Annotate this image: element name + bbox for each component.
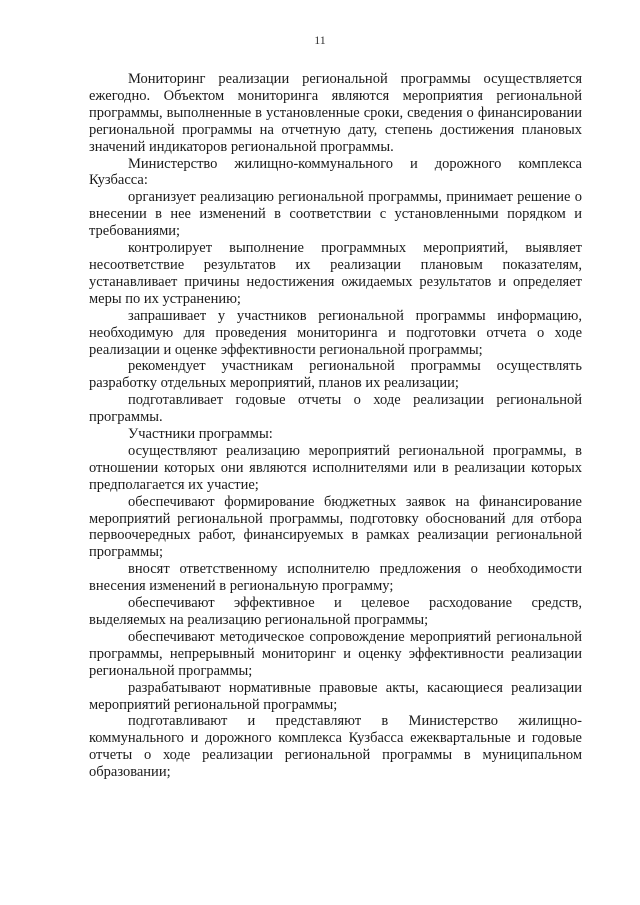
paragraph-participants-spending: обеспечивают эффективное и целевое расходование средств, выделяемых на реализацию региональной программы; (89, 595, 582, 628)
paragraph-participants-legal-acts: разрабатывают нормативные правовые акты, касающиеся реализации мероприятий региональной программы; (89, 679, 582, 713)
paragraph-ministry-requests: запрашивает у участников региональной программы информацию, необходимую для проведения мониторинга и подготовки отчета о ходе реализации и оценке эффективности региональной программы; (89, 307, 582, 358)
paragraph-ministry-organizes: организует реализацию региональной программы, принимает решение о внесении в нее изменений в соответствии с установленными порядком и требованиями; (89, 189, 582, 240)
paragraph-participants-reports: подготавливают и представляют в Министерство жилищно-коммунального и дорожного комплекса Кузбасса ежеквартальные и годовые отчеты о ходе реализации региональной программы в муниципальном образовании; (89, 713, 582, 781)
paragraph-participants-methodology: обеспечивают методическое сопровождение мероприятий региональной программы, непрерывный мониторинг и оценку эффективности реализации региональной программы; (89, 628, 582, 679)
paragraph-participants-proposals: вносят ответственному исполнителю предложения о необходимости внесения изменений в региональную программу; (89, 561, 582, 595)
paragraph-participants-budget: обеспечивают формирование бюджетных заявок на финансирование мероприятий региональной программы, подготовку обоснований для отбора первоочередных работ, финансируемых в рамках реализации региональной программы; (89, 493, 582, 561)
page-number: 11 (314, 33, 326, 47)
paragraph-ministry-recommends: рекомендует участникам региональной программы осуществлять разработку отдельных мероприятий, планов их реализации; (89, 358, 582, 392)
paragraph-ministry-reports: подготавливает годовые отчеты о ходе реализации региональной программы. (89, 392, 582, 426)
paragraph-monitoring: Мониторинг реализации региональной программы осуществляется ежегодно. Объектом мониторинга являются мероприятия региональной программы, выполненные в установленные сроки, сведения о финансировании региональной программы на отчетную дату, степень достижения плановых значений индикаторов региональной программы. (89, 71, 582, 155)
paragraph-participants-implement: осуществляют реализацию мероприятий региональной программы, в отношении которых они являются исполнителями или в реализации которых предполагается их участие; (89, 442, 582, 493)
paragraph-participants-heading: Участники программы: (128, 426, 273, 443)
paragraph-ministry-controls: контролирует выполнение программных мероприятий, выявляет несоответствие результатов их реализации плановым показателям, устанавливает причины недостижения ожидаемых результатов и определяет меры по их устранению; (89, 240, 582, 307)
paragraph-ministry-heading: Министерство жилищно-коммунального и дорожного комплекса Кузбасса: (89, 155, 582, 189)
document-body (89, 71, 582, 781)
